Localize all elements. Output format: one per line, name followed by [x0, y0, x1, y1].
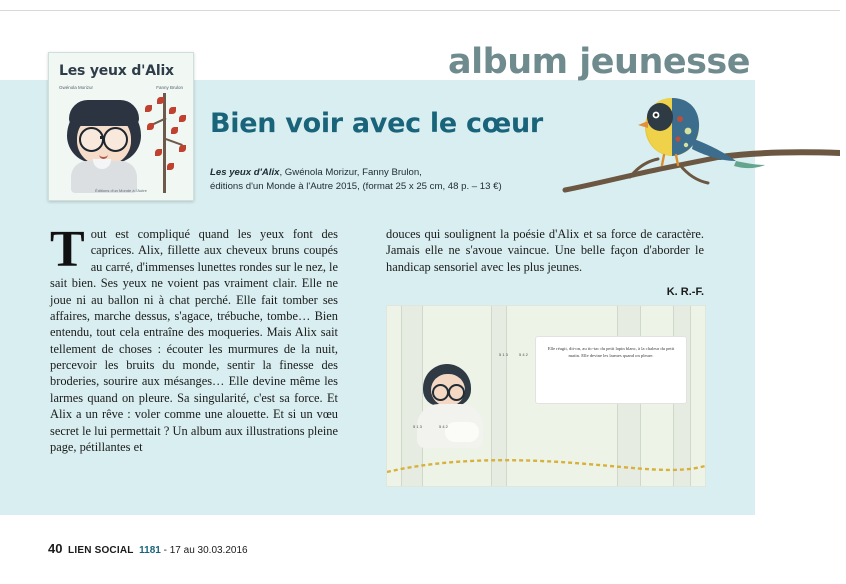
credits-book-title: Les yeux d'Alix — [210, 167, 280, 178]
cover-tree-illustration — [141, 93, 189, 193]
issue-date: - 17 au 30.03.2016 — [163, 545, 248, 556]
girl-glasses-right-icon — [448, 384, 465, 401]
bird-illustration — [560, 95, 845, 220]
illustration-tag: 5 4 2 — [439, 424, 448, 429]
author-signature: K. R.-F. — [666, 286, 704, 298]
cover-author-left: Gwénola Morizur — [59, 85, 94, 90]
page-number: 40 — [48, 541, 63, 556]
article-body-left-column — [50, 221, 338, 455]
cover-author-right: Fanny Brulon — [156, 85, 183, 90]
issue-number: 1181 — [139, 545, 161, 556]
cover-publisher: Éditions d'un Monde à l'Autre — [95, 188, 147, 193]
cover-glasses-right-icon — [103, 127, 128, 152]
rope-swing — [387, 456, 705, 480]
article-body-left-text: out est compliqué quand les yeux font des caprices. Alix, fillette aux cheveux bruns coupés au carré, d'immenses lunettes rondes sur le nez, le sait bien. Ses yeux ne voient pas vraiment clair. Elle ne joue ni au ballon ni à chat perché. Elle fait tomber ses affaires, marche dessus, s'agace, trébuche, tombe… Bien entendu, tout cela entraîne des moqueries. Mais Alix sait tellement de choses : écouter les murmures de la nuit, percevoir les bruits du monde, sentir la finesse des broderies, sourire aux mésanges… Elle devine même les larmes quand on pleure. Sa singularité, c'est sa force. Et Alix a un rêve : voler comme une alouette. Et si un vœu secret le lui permettait ? Un album aux illustrations pleine page, pétillantes et — [50, 227, 338, 454]
magazine-name: LIEN SOCIAL — [68, 545, 134, 556]
bird-svg — [560, 95, 845, 220]
article-body-right-text: douces qui soulignent la poésie d'Alix et sa force de caractère. Jamais elle ne s'avoue vaincue. Une belle façon d'aborder le handicap sensoriel avec les plus jeunes. — [386, 227, 704, 274]
cat-figure — [445, 422, 479, 442]
illustration-tag: 5 1 3 — [499, 352, 508, 357]
cover-glasses-bridge — [100, 136, 105, 139]
cover-title: Les yeux d'Alix — [59, 63, 174, 79]
girl-glasses-left-icon — [432, 384, 449, 401]
page-right-margin — [840, 0, 846, 584]
page-footer — [48, 541, 248, 556]
article-body-right-column — [386, 226, 704, 275]
section-heading: album jeunesse — [448, 42, 750, 82]
top-divider — [0, 10, 846, 11]
inside-page-illustration — [386, 305, 706, 487]
illustration-speech-box — [535, 336, 687, 404]
illustration-speech-text: Elle réagit, dit-on, au tic-tac du petit lapin blanc, à la chaleur du petit matin. Elle devine les larmes quand on pleure. — [547, 346, 675, 359]
drop-cap: T — [50, 221, 85, 278]
cover-girl-fringe — [69, 100, 139, 126]
illustration-tag: 5 4 2 — [519, 352, 528, 357]
credits-authors: , Gwénola Morizur, Fanny Brulon, — [279, 167, 422, 178]
book-credits — [210, 166, 540, 194]
book-cover-image — [48, 52, 194, 201]
illustration-tag: 5 1 3 — [413, 424, 422, 429]
cover-glasses-left-icon — [79, 127, 104, 152]
article-title: Bien voir avec le cœur — [210, 108, 543, 139]
credits-publisher-line: éditions d'un Monde à l'Autre 2015, (format 25 x 25 cm, 48 p. – 13 €) — [210, 180, 502, 192]
